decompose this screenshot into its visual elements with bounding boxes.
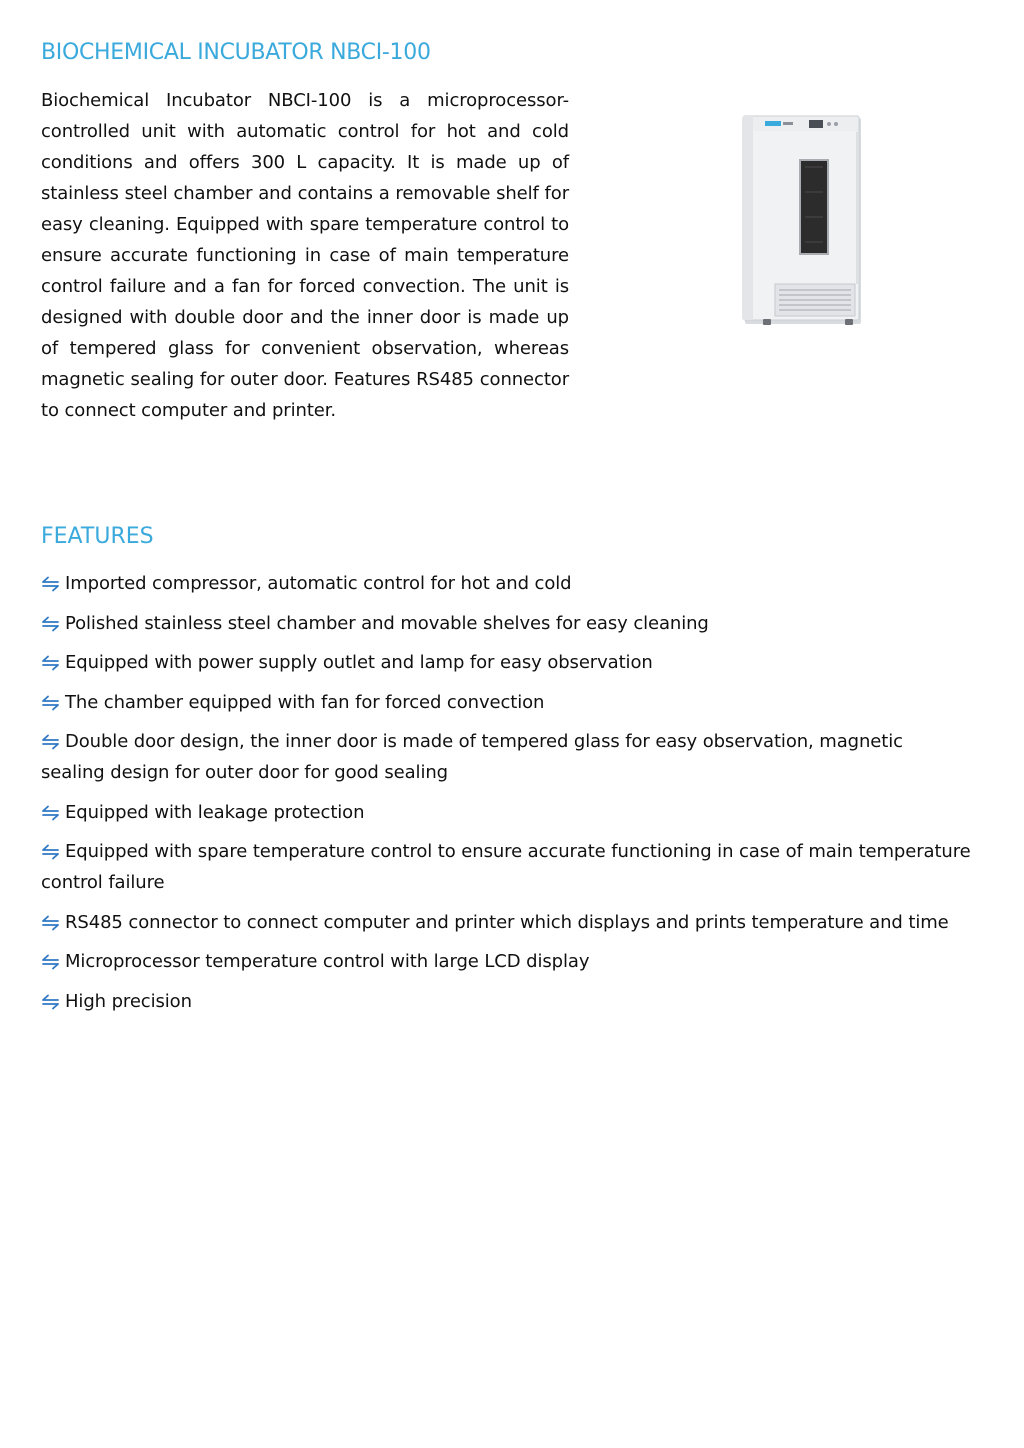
- double-arrow-bullet-icon: [41, 655, 60, 671]
- double-arrow-bullet-icon: [41, 915, 60, 931]
- list-item: [41, 568, 971, 599]
- double-arrow-bullet-icon: [41, 844, 60, 860]
- list-item: [41, 608, 971, 639]
- list-item: [41, 647, 971, 678]
- double-arrow-bullet-icon: [41, 576, 60, 592]
- double-arrow-bullet-icon: [41, 994, 60, 1010]
- double-arrow-bullet-icon: [41, 805, 60, 821]
- double-arrow-bullet-icon: [41, 954, 60, 970]
- page-title: BIOCHEMICAL INCUBATOR NBCI-100: [41, 40, 431, 65]
- feature-text: High precision: [65, 990, 192, 1012]
- list-item: [41, 797, 971, 828]
- intro-paragraph: Biochemical Incubator NBCI-100 is a microprocessor-controlled unit with automatic control for hot and cold conditions and offers 300 L capacity. It is made up of stainless steel chamber and contains a removable shelf for easy cleaning. Equipped with spare temperature control to ensure accurate functioning in case of main temperature control failure and a fan for forced convection. The unit is designed with double door and the inner door is made up of tempered glass for convenient observation, whereas magnetic sealing for outer door. Features RS485 connector to connect computer and printer.: [41, 90, 569, 421]
- feature-text: Equipped with spare temperature control to ensure accurate functioning in case of main temperature control failure: [41, 841, 971, 893]
- list-item: [41, 726, 971, 788]
- incubator-product-photo: [735, 112, 867, 334]
- double-arrow-bullet-icon: [41, 734, 60, 750]
- list-item: [41, 946, 971, 977]
- feature-text: Microprocessor temperature control with large LCD display: [65, 951, 590, 972]
- features-heading: FEATURES: [41, 524, 154, 549]
- feature-text: Imported compressor, automatic control for hot and cold: [65, 573, 572, 594]
- feature-text: RS485 connector to connect computer and printer which displays and prints temperature and time: [65, 911, 949, 933]
- double-arrow-bullet-icon: [41, 616, 60, 632]
- list-item: [41, 907, 971, 938]
- list-item: [41, 836, 971, 898]
- feature-text: Double door design, the inner door is made of tempered glass for easy observation, magnetic sealing design for outer door for good sealing: [41, 731, 903, 783]
- product-image: [735, 112, 867, 334]
- features-list: [41, 568, 971, 1025]
- list-item: [41, 986, 971, 1017]
- feature-text: Equipped with leakage protection: [65, 801, 365, 823]
- feature-text: The chamber equipped with fan for forced convection: [65, 691, 545, 713]
- feature-text: Polished stainless steel chamber and movable shelves for easy cleaning: [65, 612, 709, 634]
- double-arrow-bullet-icon: [41, 695, 60, 711]
- feature-text: Equipped with power supply outlet and lamp for easy observation: [65, 652, 653, 673]
- list-item: [41, 687, 971, 718]
